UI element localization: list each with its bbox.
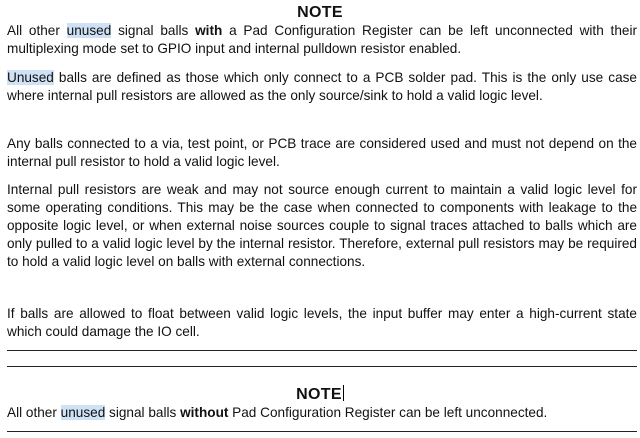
divider xyxy=(7,366,637,367)
divider xyxy=(7,431,637,432)
note-paragraph-unused-without-pcr xyxy=(7,404,637,422)
text-segment: a Pad Configuration Register can be left unconnected with their multiplexing mode set to GPIO input and internal pulldown resistor enabled. xyxy=(7,23,637,56)
search-highlight: Unused xyxy=(7,70,54,85)
text-segment: signal balls xyxy=(105,405,181,420)
note-paragraph-unused-definition xyxy=(7,69,637,105)
text-segment: balls are defined as those which only connect to a PCB solder pad. This is the only use case where internal pull resistors are allowed as the only source/sink to hold a valid logic level. xyxy=(7,70,637,103)
search-highlight: unused xyxy=(60,405,106,420)
note-paragraph-unused-with-pcr xyxy=(7,22,637,58)
text-segment: All other xyxy=(7,405,61,420)
search-highlight: unused xyxy=(66,23,112,38)
text-segment: signal balls xyxy=(111,23,196,38)
bold-text: with xyxy=(195,23,223,38)
note-title-text: NOTE xyxy=(296,386,342,403)
note-title xyxy=(0,385,640,404)
note-paragraph-float-warning: If balls are allowed to float between valid logic levels, the input buffer may enter a high-current state which could damage the IO cell. xyxy=(7,306,637,339)
note-paragraph-used-balls: Any balls connected to a via, test point, or PCB trace are considered used and must not depend on the internal pull resistor to hold a valid logic level. xyxy=(7,136,637,169)
note-title: NOTE xyxy=(297,4,343,21)
text-segment: All other xyxy=(7,23,67,38)
bold-text: without xyxy=(180,405,229,420)
note-paragraph-pull-resistors: Internal pull resistors are weak and may not source enough current to maintain a valid logic level for some operating conditions. This may be the case when connected to components with leakage to the opposite logic level, or when external noise sources couple to signal traces attached to balls which are only pulled to a valid logic level by the internal resistor. Therefore, external pull resistors may be required to hold a valid logic level on balls with external connections. xyxy=(7,182,637,269)
text-segment: Pad Configuration Register can be left unconnected. xyxy=(228,405,548,420)
divider xyxy=(7,350,637,351)
text-cursor xyxy=(343,385,344,401)
